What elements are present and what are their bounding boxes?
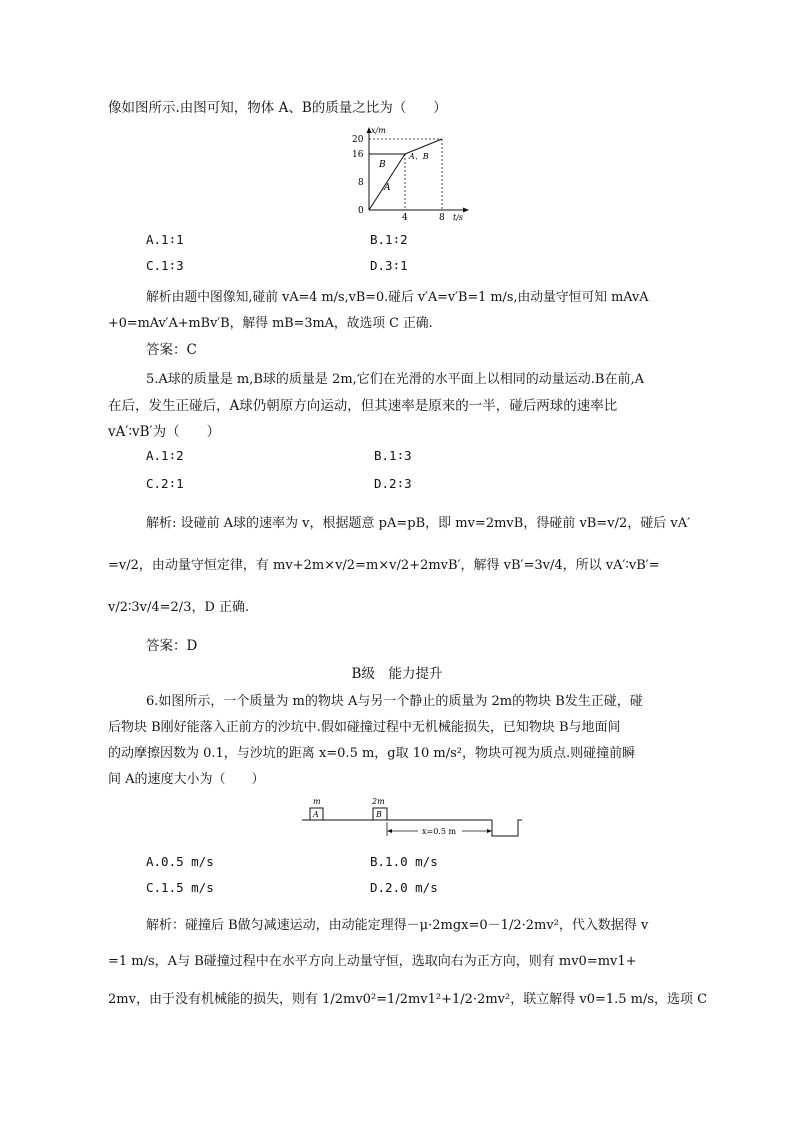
q6-stem-line4: 间 A的速度大小为（ ） — [108, 772, 265, 787]
q4-answer: 答案：C — [146, 342, 197, 358]
q5-analysis-line1: 解析: 设碰前 A球的速率为 v，根据题意 pA=pB，即 mv=2mvB，得碰前 vB=v/2，碰后 vA′ — [146, 516, 691, 531]
sand-pit — [492, 820, 522, 836]
graph-label-A: A — [384, 183, 391, 193]
q6-stem-line2: 后物块 B刚好能落入正前方的沙坑中.假如碰撞过程中无机械能损失，已知物块 B与地面间 — [108, 720, 621, 735]
q6-stem-line1: 6.如图所示，一个质量为 m的物块 A与另一个静止的质量为 2m的物块 B发生正碰，碰 — [146, 694, 643, 709]
q6-stem-line3: 的动摩擦因数为 0.1，与沙坑的距离 x=0.5 m，g取 10 m/s²，物块可视为质点.则碰撞前瞬 — [108, 746, 636, 761]
q6-analysis-line2: =1 m/s，A与 B碰撞过程中在水平方向上动量守恒，选取向右为正方向，则有 mv0=mv1+ — [108, 954, 637, 969]
q6-option-d[interactable]: D.2.0 m/s — [370, 880, 438, 895]
block-b-label: B — [376, 810, 382, 819]
graph-y-label: x/m — [371, 126, 386, 135]
graph-y-tick-0: 0 — [358, 206, 364, 216]
q4-option-c[interactable]: C.1∶3 — [146, 258, 184, 273]
q5-stem-line1: 5.A球的质量是 m,B球的质量是 2m,它们在光滑的水平面上以相同的动量运动.B在前,A — [146, 372, 645, 387]
q4-option-b[interactable]: B.1∶2 — [370, 232, 408, 247]
q5-option-b[interactable]: B.1∶3 — [374, 448, 412, 463]
graph-x-tick-4: 4 — [402, 213, 408, 222]
distance-label: x=0.5 m — [422, 827, 457, 836]
q4-position-time-graph — [350, 122, 478, 222]
graph-x-arrow — [463, 208, 469, 213]
q4-stem: 像如图所示.由图可知，物体 A、B的质量之比为（ ） — [108, 100, 447, 116]
q4-analysis-line1: 解析由题中图像知,碰前 vA=4 m/s,vB=0.碰后 v′A=v′B=1 m/s,由动量守恒可知 mAvA — [146, 290, 649, 305]
q4-option-d[interactable]: D.3∶1 — [370, 258, 408, 273]
q5-option-d[interactable]: D.2∶3 — [374, 476, 412, 491]
q5-stem-line2: 在后，发生正碰后，A球仍朝原方向运动，但其速率是原来的一半，碰后两球的速率比 — [108, 398, 618, 414]
q5-analysis-line2: =v/2，由动量守恒定律，有 mv+2m×v/2=m×v/2+2mvB′，解得 vB′=3v/4，所以 vA′∶vB′= — [108, 558, 660, 573]
q4-option-a[interactable]: A.1∶1 — [146, 232, 184, 247]
graph-label-B: B — [379, 160, 386, 170]
q5-answer: 答案：D — [146, 638, 198, 654]
q6-option-c[interactable]: C.1.5 m/s — [146, 880, 214, 895]
q6-collision-figure — [300, 794, 530, 840]
q5-option-c[interactable]: C.2∶1 — [146, 476, 184, 491]
q6-analysis-line3: 2mv，由于没有机械能的损失，则有 1/2mv0²=1/2mv1²+1/2·2mv²，联立解得 v0=1.5 m/s，选项 C — [108, 992, 708, 1007]
q4-analysis-line2: +0=mAv′A+mBv′B，解得 mB=3mA，故选项 C 正确. — [108, 316, 433, 331]
q5-analysis-line3: v/2∶3v/4=2/3，D 正确. — [108, 600, 250, 615]
graph-label-AB: A、B — [409, 152, 429, 161]
graph-y-tick-20: 20 — [352, 135, 364, 145]
q5-stem-line3: vA′∶vB′为（ ） — [108, 424, 221, 440]
q6-option-a[interactable]: A.0.5 m/s — [146, 854, 214, 869]
graph-line-A — [369, 154, 405, 210]
q6-option-b[interactable]: B.1.0 m/s — [370, 854, 438, 869]
q6-analysis-line1: 解析：碰撞后 B做匀减速运动，由动能定理得－μ·2mgx=0－1/2·2mv²，代入数据得 v — [146, 918, 649, 933]
block-b-mass: 2m — [372, 797, 385, 806]
graph-y-tick-16: 16 — [352, 150, 364, 160]
block-a-mass: m — [313, 797, 321, 806]
graph-y-tick-8: 8 — [358, 178, 364, 188]
graph-x-label: t/s — [453, 213, 464, 222]
block-a-label: A — [313, 810, 319, 819]
section-title: B级 能力提升 — [351, 666, 443, 682]
q5-option-a[interactable]: A.1∶2 — [146, 448, 184, 463]
graph-x-tick-8: 8 — [439, 213, 445, 222]
